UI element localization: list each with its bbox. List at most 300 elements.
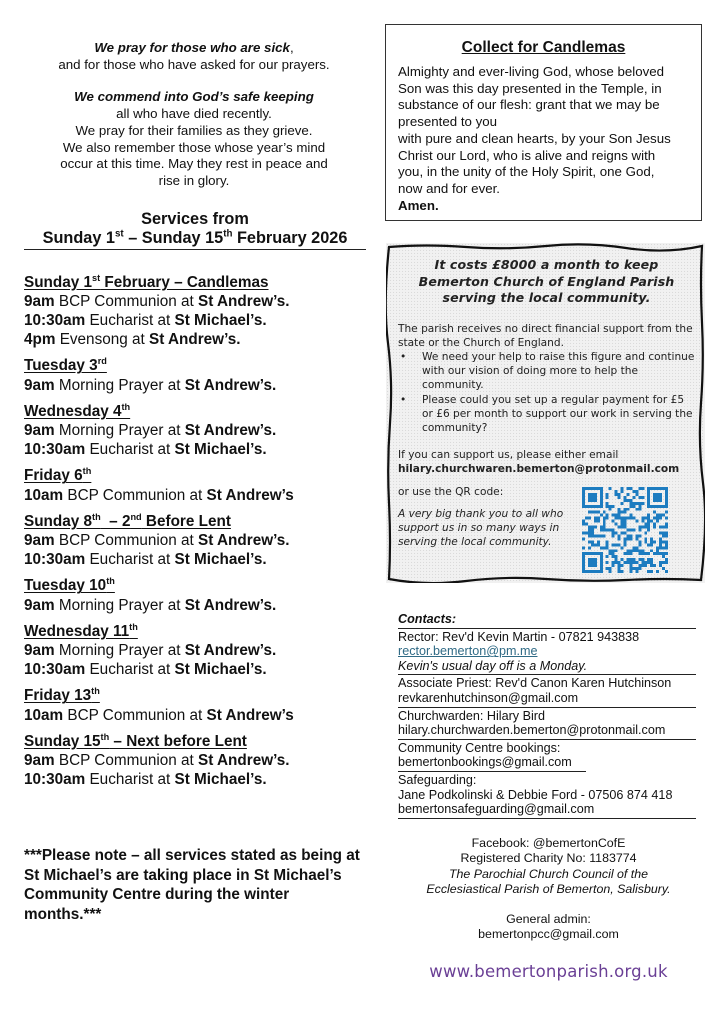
- services-heading: Services from Sunday 1st – Sunday 15th February 2026: [24, 210, 366, 250]
- qr-module: [638, 543, 641, 546]
- qr-module: [591, 552, 594, 555]
- qr-module: [662, 525, 665, 528]
- qr-module: [662, 546, 665, 549]
- qr-module: [600, 501, 603, 504]
- qr-module: [635, 519, 638, 522]
- day-heading: Tuesday 10th: [24, 576, 115, 595]
- qr-module: [629, 537, 632, 540]
- day-heading: Friday 6th: [24, 466, 92, 485]
- qr-module: [621, 487, 624, 490]
- qr-module: [588, 558, 591, 561]
- qr-module: [582, 504, 585, 507]
- qr-module: [582, 567, 585, 570]
- qr-module: [629, 561, 632, 564]
- qr-module: [600, 504, 603, 507]
- qr-module: [665, 504, 668, 507]
- qr-module: [626, 498, 629, 501]
- qr-module: [588, 564, 591, 567]
- qr-module: [632, 489, 635, 492]
- list-item: • Please could you set up a regular payment for £5 or £6 per month to support our work in serving the community?: [422, 393, 695, 436]
- qr-module: [594, 552, 597, 555]
- day-heading: Wednesday 11th: [24, 621, 138, 640]
- qr-module: [635, 492, 638, 495]
- qr-module: [644, 561, 647, 564]
- qr-module: [582, 537, 585, 540]
- qr-module: [597, 516, 600, 519]
- qr-module: [600, 487, 603, 490]
- qr-module: [615, 558, 618, 561]
- qr-module: [597, 540, 600, 543]
- qr-module: [591, 540, 594, 543]
- service-item: 10:30am Eucharist at St Michael’s.: [24, 312, 267, 330]
- qr-module: [582, 522, 585, 525]
- contact-associate-priest: Associate Priest: Rev'd Canon Karen Hutchinson revkarenhutchinson@gmail.com: [398, 675, 696, 707]
- qr-module: [638, 504, 641, 507]
- qr-module: [597, 510, 600, 513]
- qr-module: [591, 564, 594, 567]
- qr-module: [597, 552, 600, 555]
- qr-module: [621, 558, 624, 561]
- qr-module: [603, 519, 606, 522]
- qr-module: [647, 498, 650, 501]
- qr-module: [624, 561, 627, 564]
- contact-rector: Rector: Rev'd Kevin Martin - 07821 943838 rector.bemerton@pm.me Kevin's usual day off is a Monday.: [398, 629, 696, 676]
- collect-title: Collect for Candlemas: [461, 39, 626, 56]
- qr-module: [594, 564, 597, 567]
- qr-module: [650, 558, 653, 561]
- qr-module: [609, 507, 612, 510]
- qr-module: [653, 495, 656, 498]
- service-item: 9am Morning Prayer at St Andrew’s.: [24, 422, 277, 440]
- qr-module: [600, 570, 603, 573]
- qr-module: [606, 528, 609, 531]
- qr-module: [653, 522, 656, 525]
- qr-module: [585, 552, 588, 555]
- qr-module: [600, 513, 603, 516]
- qr-module: [588, 546, 591, 549]
- qr-module: [597, 504, 600, 507]
- qr-code-icon[interactable]: [581, 487, 669, 573]
- qr-module: [624, 519, 627, 522]
- collect-line: now and for ever.: [398, 180, 501, 196]
- qr-module: [609, 487, 612, 490]
- qr-module: [621, 546, 624, 549]
- qr-module: [644, 540, 647, 543]
- qr-module: [647, 528, 650, 531]
- donation-details: The parish receives no direct financial support from the state or the Church of England. • We need your help to raise this figure and continue with our vision of doing more to help the community. • Please could you set up a regular payment for £5 or £6 per month to support our work in serving the community? If you can support us, please either email hilary.churchwaren.bemerton@protonmail.com or use the QR code: A very big thank you to all who support us in so many ways in serving the local community.: [398, 322, 695, 550]
- rector-email-link[interactable]: rector.bemerton@pm.me: [398, 644, 538, 659]
- qr-module: [603, 534, 606, 537]
- qr-module: [597, 487, 600, 490]
- qr-module: [615, 555, 618, 558]
- qr-module: [594, 492, 597, 495]
- qr-module: [603, 528, 606, 531]
- qr-module: [638, 528, 641, 531]
- qr-module: [588, 516, 591, 519]
- qr-module: [629, 487, 632, 490]
- qr-module: [644, 516, 647, 519]
- qr-module: [662, 504, 665, 507]
- qr-module: [582, 531, 585, 534]
- qr-module: [582, 519, 585, 522]
- qr-module: [638, 567, 641, 570]
- qr-module: [665, 561, 668, 564]
- qr-module: [618, 525, 621, 528]
- contact-bookings: Community Centre bookings: bemertonbookings@gmail.com: [398, 740, 586, 772]
- qr-module: [585, 504, 588, 507]
- qr-module: [653, 525, 656, 528]
- qr-module: [647, 489, 650, 492]
- qr-module: [588, 540, 591, 543]
- qr-module: [659, 546, 662, 549]
- qr-module: [665, 540, 668, 543]
- donation-headline: It costs £8000 a month to keep Bemerton Church of England Parish serving the local community.: [418, 257, 675, 305]
- qr-module: [582, 564, 585, 567]
- qr-module: [659, 537, 662, 540]
- qr-module: [641, 516, 644, 519]
- qr-module: [665, 570, 668, 573]
- qr-module: [629, 564, 632, 567]
- qr-module: [621, 525, 624, 528]
- qr-module: [600, 567, 603, 570]
- qr-module: [656, 498, 659, 501]
- qr-module: [606, 555, 609, 558]
- qr-module: [591, 534, 594, 537]
- qr-module: [659, 516, 662, 519]
- day-heading: Tuesday 3rd: [24, 356, 107, 375]
- qr-module: [647, 561, 650, 564]
- qr-module: [606, 567, 609, 570]
- qr-module: [624, 498, 627, 501]
- qr-module: [597, 534, 600, 537]
- qr-module: [656, 504, 659, 507]
- qr-module: [582, 492, 585, 495]
- qr-module: [647, 522, 650, 525]
- qr-module: [603, 516, 606, 519]
- qr-module: [665, 510, 668, 513]
- qr-module: [618, 564, 621, 567]
- qr-module: [629, 534, 632, 537]
- qr-module: [600, 534, 603, 537]
- qr-module: [650, 549, 653, 552]
- qr-module: [626, 507, 629, 510]
- qr-module: [609, 570, 612, 573]
- qr-module: [665, 489, 668, 492]
- qr-module: [665, 516, 668, 519]
- qr-module: [650, 487, 653, 490]
- qr-module: [650, 537, 653, 540]
- qr-module: [638, 540, 641, 543]
- qr-module: [624, 540, 627, 543]
- qr-module: [662, 552, 665, 555]
- qr-module: [647, 570, 650, 573]
- qr-module: [629, 552, 632, 555]
- collect-box: [385, 24, 702, 221]
- qr-module: [618, 534, 621, 537]
- qr-module: [600, 498, 603, 501]
- qr-module: [641, 495, 644, 498]
- qr-module: [612, 552, 615, 555]
- qr-module: [632, 495, 635, 498]
- qr-module: [615, 522, 618, 525]
- collect-line: Christ our Lord, who is alive and reigns with: [398, 147, 656, 163]
- qr-module: [647, 516, 650, 519]
- qr-module: [603, 525, 606, 528]
- qr-module: [653, 504, 656, 507]
- qr-module: [618, 495, 621, 498]
- qr-module: [606, 504, 609, 507]
- qr-module: [638, 507, 641, 510]
- service-item: 9am Morning Prayer at St Andrew’s.: [24, 376, 277, 394]
- schedule-day: [24, 576, 364, 614]
- qr-module: [632, 558, 635, 561]
- qr-module: [600, 525, 603, 528]
- qr-module: [582, 552, 585, 555]
- qr-module: [653, 487, 656, 490]
- day-heading: Sunday 1st February – Candlemas: [24, 272, 269, 291]
- qr-module: [600, 495, 603, 498]
- schedule-day: [24, 512, 364, 570]
- qr-module: [600, 546, 603, 549]
- qr-module: [659, 525, 662, 528]
- qr-module: [656, 492, 659, 495]
- qr-module: [594, 519, 597, 522]
- website-link[interactable]: www.bemertonparish.org.uk: [429, 962, 668, 981]
- qr-module: [582, 489, 585, 492]
- qr-module: [626, 537, 629, 540]
- qr-module: [644, 552, 647, 555]
- qr-module: [635, 489, 638, 492]
- qr-module: [665, 495, 668, 498]
- qr-module: [659, 543, 662, 546]
- qr-module: [659, 540, 662, 543]
- qr-module: [618, 567, 621, 570]
- day-heading: Wednesday 4th: [24, 401, 131, 420]
- qr-module: [597, 519, 600, 522]
- qr-module: [618, 513, 621, 516]
- qr-module: [647, 487, 650, 490]
- qr-module: [632, 516, 635, 519]
- qr-module: [665, 543, 668, 546]
- qr-module: [638, 549, 641, 552]
- qr-module: [582, 558, 585, 561]
- facebook-handle: Facebook: @bemertonCofE: [471, 836, 626, 850]
- schedule-day: [24, 622, 364, 680]
- qr-module: [618, 507, 621, 510]
- qr-module: [626, 561, 629, 564]
- qr-module: [653, 498, 656, 501]
- qr-module: [624, 537, 627, 540]
- qr-module: [591, 498, 594, 501]
- qr-module: [600, 564, 603, 567]
- schedule-day: [24, 732, 364, 790]
- qr-module: [632, 561, 635, 564]
- collect-line: Son was this day presented in the Temple, in: [398, 80, 662, 96]
- qr-module: [591, 570, 594, 573]
- service-item: 4pm Evensong at St Andrew’s.: [24, 331, 241, 349]
- donation-bullets: [398, 350, 695, 435]
- qr-module: [600, 489, 603, 492]
- qr-module: [585, 570, 588, 573]
- qr-module: [606, 495, 609, 498]
- qr-module: [644, 564, 647, 567]
- service-item: 10am BCP Communion at St Andrew’s: [24, 706, 294, 724]
- service-item: 10:30am Eucharist at St Michael’s.: [24, 551, 267, 569]
- qr-module: [594, 487, 597, 490]
- qr-module: [632, 504, 635, 507]
- qr-module: [647, 501, 650, 504]
- qr-module: [650, 519, 653, 522]
- qr-module: [612, 564, 615, 567]
- qr-module: [591, 492, 594, 495]
- qr-module: [635, 507, 638, 510]
- collect-line: Almighty and ever-living God, whose beloved: [398, 64, 665, 79]
- qr-module: [662, 534, 665, 537]
- qr-module: [621, 522, 624, 525]
- qr-module: [612, 513, 615, 516]
- qr-module: [653, 492, 656, 495]
- qr-module: [665, 546, 668, 549]
- qr-module: [656, 546, 659, 549]
- qr-module: [621, 516, 624, 519]
- qr-module: [665, 531, 668, 534]
- qr-module: [626, 552, 629, 555]
- qr-module: [641, 561, 644, 564]
- donation-appeal-box: [386, 243, 705, 583]
- qr-module: [659, 504, 662, 507]
- qr-module: [588, 487, 591, 490]
- qr-module: [621, 570, 624, 573]
- qr-module: [585, 516, 588, 519]
- qr-module: [624, 552, 627, 555]
- qr-module: [626, 528, 629, 531]
- service-item: 9am BCP Communion at St Andrew’s.: [24, 532, 290, 550]
- service-item: 10am BCP Communion at St Andrew’s: [24, 486, 294, 504]
- collect-text: [396, 64, 691, 214]
- qr-module: [618, 561, 621, 564]
- prayer-sick-heading: We pray for those who are sick: [94, 40, 290, 55]
- qr-module: [612, 549, 615, 552]
- schedule-day: [24, 273, 364, 350]
- services-date-range: Sunday 1st – Sunday 15th February 2026: [42, 228, 348, 247]
- qr-module: [629, 558, 632, 561]
- qr-module: [621, 501, 624, 504]
- qr-module: [594, 543, 597, 546]
- day-heading: Sunday 15th – Next before Lent: [24, 731, 247, 750]
- qr-module: [615, 489, 618, 492]
- qr-module: [629, 504, 632, 507]
- qr-module: [615, 543, 618, 546]
- qr-module: [618, 570, 621, 573]
- qr-module: [585, 531, 588, 534]
- qr-module: [629, 513, 632, 516]
- schedule-day: [24, 466, 364, 504]
- qr-module: [632, 546, 635, 549]
- qr-module: [618, 492, 621, 495]
- qr-module: [615, 561, 618, 564]
- qr-module: [582, 487, 585, 490]
- qr-module: [606, 546, 609, 549]
- qr-module: [621, 489, 624, 492]
- qr-module: [647, 492, 650, 495]
- qr-module: [591, 510, 594, 513]
- qr-module: [612, 519, 615, 522]
- qr-module: [609, 552, 612, 555]
- collect-line: presented to you: [398, 114, 498, 130]
- qr-module: [582, 498, 585, 501]
- qr-module: [597, 570, 600, 573]
- qr-module: [659, 561, 662, 564]
- qr-module: [632, 549, 635, 552]
- qr-module: [621, 564, 624, 567]
- qr-module: [600, 552, 603, 555]
- qr-module: [600, 561, 603, 564]
- qr-module: [591, 561, 594, 564]
- qr-module: [588, 492, 591, 495]
- qr-module: [621, 519, 624, 522]
- qr-module: [665, 558, 668, 561]
- qr-module: [600, 492, 603, 495]
- thank-you-text: A very big thank you to all who support us in so many ways in serving the local community.: [398, 507, 564, 549]
- qr-module: [647, 504, 650, 507]
- qr-module: [582, 555, 585, 558]
- qr-module: [653, 516, 656, 519]
- qr-module: [656, 552, 659, 555]
- qr-module: [615, 531, 618, 534]
- qr-module: [626, 492, 629, 495]
- service-item: 9am BCP Communion at St Andrew’s.: [24, 292, 290, 310]
- qr-module: [626, 549, 629, 552]
- qr-module: [612, 555, 615, 558]
- qr-module: [582, 495, 585, 498]
- donation-email[interactable]: hilary.churchwaren.bemerton@protonmail.com: [398, 463, 680, 476]
- qr-module: [618, 510, 621, 513]
- qr-module: [638, 501, 641, 504]
- qr-module: [594, 516, 597, 519]
- qr-module: [600, 558, 603, 561]
- day-heading: Sunday 8th – 2nd Before Lent: [24, 511, 231, 530]
- qr-module: [656, 519, 659, 522]
- qr-module: [647, 543, 650, 546]
- winter-venue-note: ***Please note – all services stated as being at St Michael’s are taking place in St Michael’s Community Centre during the winter months.***: [24, 847, 360, 923]
- qr-module: [606, 516, 609, 519]
- qr-module: [656, 570, 659, 573]
- qr-module: [591, 495, 594, 498]
- qr-module: [588, 570, 591, 573]
- qr-module: [659, 498, 662, 501]
- qr-module: [606, 492, 609, 495]
- qr-module: [624, 522, 627, 525]
- qr-module: [656, 487, 659, 490]
- qr-module: [612, 528, 615, 531]
- qr-module: [588, 498, 591, 501]
- list-item: • We need your help to raise this figure and continue with our vision of doing more to help the community.: [422, 350, 695, 393]
- qr-module: [624, 531, 627, 534]
- qr-module: [626, 558, 629, 561]
- qr-module: [612, 561, 615, 564]
- qr-module: [635, 534, 638, 537]
- qr-module: [594, 495, 597, 498]
- qr-module: [635, 501, 638, 504]
- qr-module: [588, 504, 591, 507]
- qr-module: [641, 549, 644, 552]
- qr-module: [606, 561, 609, 564]
- qr-module: [618, 543, 621, 546]
- qr-module: [632, 567, 635, 570]
- collect-line: with pure and clean hearts, by your Son Jesus: [398, 130, 671, 146]
- qr-module: [665, 492, 668, 495]
- qr-module: [638, 564, 641, 567]
